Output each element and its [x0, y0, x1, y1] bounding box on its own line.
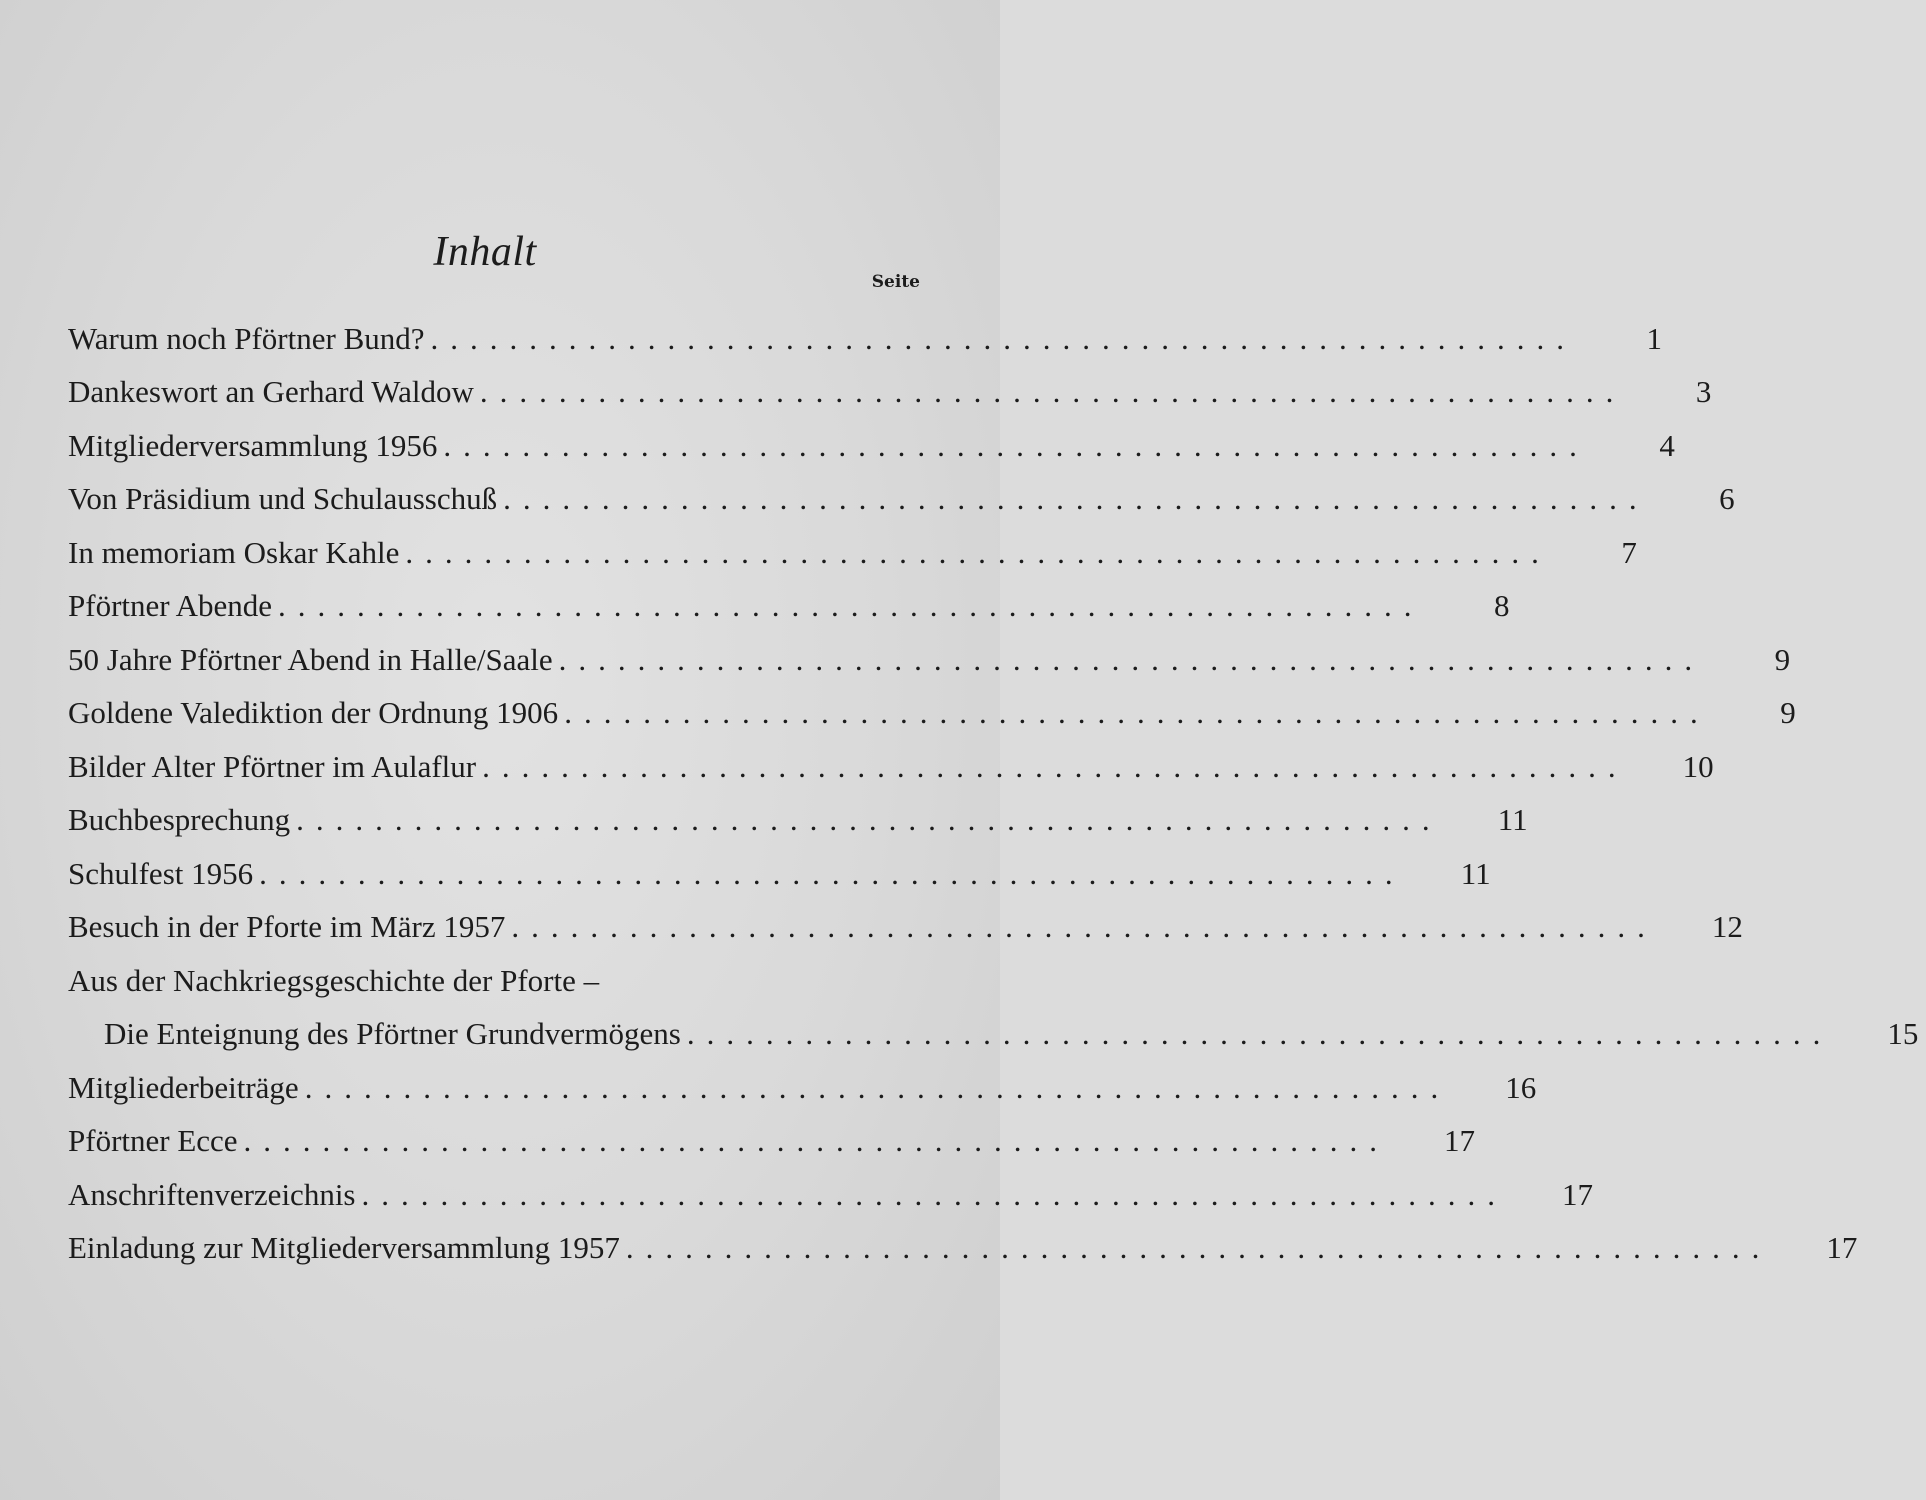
toc-entry [68, 847, 1491, 901]
toc-entry-title: Pförtner Ecce [68, 1123, 238, 1159]
toc-entry-page: 8 [1494, 588, 1510, 624]
dot-leader: .......................................................... [361, 1176, 1507, 1212]
toc-entry-page: 11 [1460, 855, 1491, 891]
page-title: Inhalt [433, 229, 537, 275]
toc-entry-title: Mitgliederversammlung 1956 [68, 427, 438, 463]
dot-leader: .......................................................... [278, 588, 1424, 624]
dot-leader: .......................................................... [479, 374, 1626, 410]
toc-entry [68, 473, 1735, 527]
toc-entry [68, 366, 1712, 420]
toc-entry [68, 526, 1637, 580]
dot-leader: .......................................................... [259, 855, 1405, 891]
dot-leader: .......................................................... [443, 427, 1589, 463]
toc-entry [68, 687, 1796, 741]
toc-entry-page: 12 [1711, 909, 1743, 945]
toc-entry [68, 312, 1662, 366]
toc-entry-page: 17 [1562, 1176, 1593, 1212]
dot-leader: .......................................................... [430, 320, 1576, 356]
toc-entry [68, 1115, 1476, 1169]
toc-entry-title: Goldene Valediktion der Ordnung 1906 [68, 695, 559, 731]
toc-entry-page: 16 [1505, 1069, 1537, 1105]
toc-entry-title: Bilder Alter Pförtner im Aulaflur [68, 748, 477, 784]
toc-entry-title: Aus der Nachkriegsgeschichte der Pforte – [68, 962, 600, 998]
toc-entry-page: 17 [1826, 1230, 1858, 1266]
toc-entry-title: Schulfest 1956 [68, 855, 254, 891]
toc-entry-page: 3 [1695, 374, 1712, 410]
toc-entry-page: 4 [1659, 427, 1675, 463]
toc-entry-title: Besuch in der Pforte im März 1957 [68, 909, 506, 945]
dot-leader: .......................................................... [482, 748, 1628, 784]
toc-entry [68, 633, 1791, 687]
dot-leader: .......................................................... [405, 534, 1551, 570]
dot-leader: .......................................................... [503, 481, 1649, 517]
toc-entry-title: In memoriam Oskar Kahle [68, 534, 400, 570]
toc-entry-page: 9 [1774, 641, 1791, 677]
table-of-contents [68, 312, 1919, 1275]
toc-entry-title: Dankeswort an Gerhard Waldow [68, 374, 474, 410]
toc-entry-page: 9 [1780, 695, 1796, 731]
dot-leader: .......................................................... [686, 1016, 1833, 1052]
toc-entry-page: 17 [1444, 1123, 1476, 1159]
toc-entry-page: 6 [1719, 481, 1735, 517]
toc-entry-title: Einladung zur Mitgliederversammlung 1957 [68, 1230, 620, 1266]
toc-entry [68, 580, 1510, 634]
toc-entry [68, 1168, 1593, 1222]
dot-leader: .......................................................... [243, 1123, 1390, 1159]
toc-entry-title: Die Enteignung des Pförtner Grundvermögens [104, 1016, 681, 1052]
toc-entry-title: Von Präsidium und Schulausschuß [68, 481, 498, 517]
toc-entry-page: 1 [1646, 320, 1662, 356]
dot-leader: .......................................................... [558, 641, 1705, 677]
toc-entry-title: 50 Jahre Pförtner Abend in Halle/Saale [68, 641, 553, 677]
toc-entry-title: Pförtner Abende [68, 588, 273, 624]
toc-entry-page: 11 [1497, 802, 1528, 838]
dot-leader: .......................................................... [304, 1069, 1451, 1105]
toc-entry-title: Mitgliederbeiträge [68, 1069, 299, 1105]
dot-leader: .......................................................... [625, 1230, 1772, 1266]
toc-entry [68, 419, 1675, 473]
dot-leader: .......................................................... [511, 909, 1657, 945]
toc-entry [68, 740, 1714, 794]
toc-entry [68, 901, 1743, 955]
toc-entry-title: Warum noch Pförtner Bund? [68, 320, 425, 356]
toc-entry-page: 15 [1887, 1016, 1919, 1052]
dot-leader: .......................................................... [564, 695, 1710, 731]
toc-entry-heading [68, 954, 908, 1008]
toc-entry-title: Buchbesprechung [68, 802, 291, 838]
toc-entry-page: 7 [1621, 534, 1637, 570]
toc-entry [68, 1061, 1537, 1115]
toc-entry-page: 10 [1682, 748, 1714, 784]
toc-entry-title: Anschriftenverzeichnis [68, 1176, 356, 1212]
toc-entry-continuation [68, 1008, 1919, 1062]
toc-entry [68, 1222, 1858, 1276]
dot-leader: .......................................................... [296, 802, 1442, 838]
toc-entry [68, 794, 1528, 848]
page-column-label: Seite [871, 272, 920, 292]
